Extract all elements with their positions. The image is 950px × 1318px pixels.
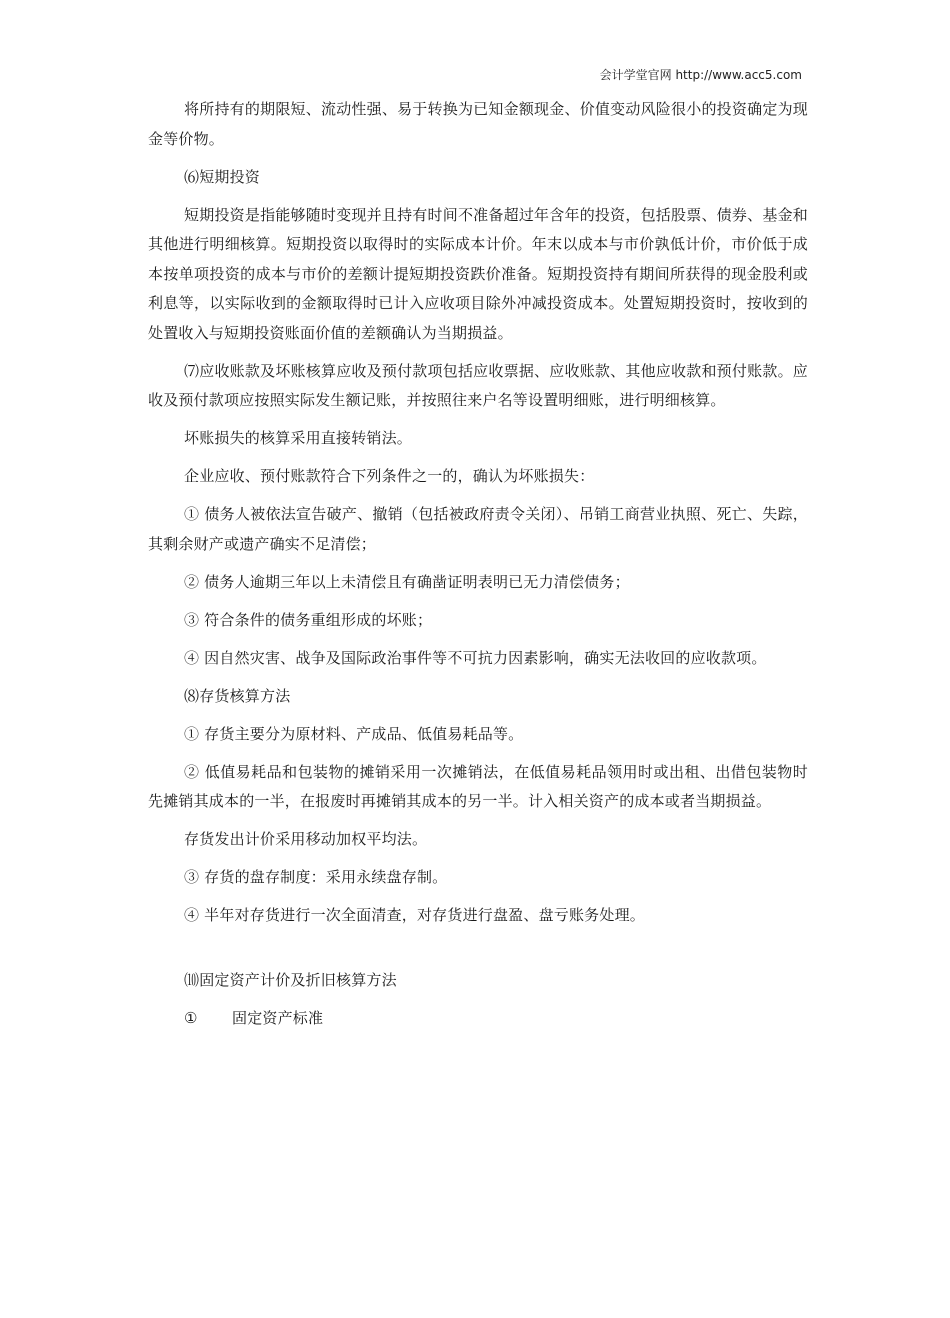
list-number: ① <box>184 1009 198 1027</box>
list-item: ④ 半年对存货进行一次全面清查，对存货进行盘盈、盘亏账务处理。 <box>184 906 645 924</box>
page-header: 会计学堂官网 http://www.acc5.com <box>599 68 802 82</box>
list-item: ④ 因自然灾害、战争及国际政治事件等不可抗力因素影响，确实无法收回的应收款项。 <box>184 648 767 667</box>
list-item: ① 存货主要分为原材料、产成品、低值易耗品等。 <box>184 724 524 743</box>
paragraph: ⑺应收账款及坏账核算应收及预付款项包括应收票据、应收账款、其他应收款和预付账款。应收及预付款项应按照实际发生额记账，并按照往来户名等设置明细账，进行明细核算。 <box>148 361 808 409</box>
blank-line <box>148 939 808 966</box>
list-item: ① 债务人被依法宣告破产、撤销（包括被政府责令关闭）、吊销工商营业执照、死亡、失踪，其剩余财产或遗产确实不足清偿； <box>148 505 808 553</box>
list-item: ② 债务人逾期三年以上未清偿且有确凿证明表明已无力清偿债务； <box>184 572 630 591</box>
section-heading: ⑹短期投资 <box>184 167 261 186</box>
paragraph: 短期投资是指能够随时变现并且持有时间不准备超过年含年的投资，包括股票、债券、基金和其他进行明细核算。短期投资以取得时的实际成本计价。年末以成本与市价孰低计价，市价低于成本按单项投资的成本与市价的差额计提短期投资跌价准备。短期投资持有期间所获得的现金股利或利息等，以实际收到的金额取得时已计入应收项目除外冲减投资成本。处置短期投资时，按收到的处置收入与短期投资账面价值的差额确认为当期损益。 <box>148 205 808 342</box>
list-item-text: 固定资产标准 <box>232 1009 324 1027</box>
section-heading: ⑽固定资产计价及折旧核算方法 <box>184 971 397 989</box>
list-item: ③ 存货的盘存制度：采用永续盘存制。 <box>184 868 448 886</box>
paragraph: 企业应收、预付账款符合下列条件之一的，确认为坏账损失： <box>184 467 595 485</box>
list-item: ③ 符合条件的债务重组形成的坏账； <box>184 610 433 629</box>
list-item <box>148 1004 808 1034</box>
document-body <box>148 95 808 1042</box>
paragraph: 将所持有的期限短、流动性强、易于转换为已知金额现金、价值变动风险很小的投资确定为现金等价物。 <box>148 100 808 148</box>
list-item: ② 低值易耗品和包装物的摊销采用一次摊销法，在低值易耗品领用时或出租、出借包装物时先摊销其成本的一半，在报废时再摊销其成本的另一半。计入相关资产的成本或者当期损益。 <box>148 762 808 810</box>
paragraph: 坏账损失的核算采用直接转销法。 <box>184 429 413 447</box>
section-heading: ⑻存货核算方法 <box>184 686 291 705</box>
paragraph: 存货发出计价采用移动加权平均法。 <box>184 830 428 848</box>
